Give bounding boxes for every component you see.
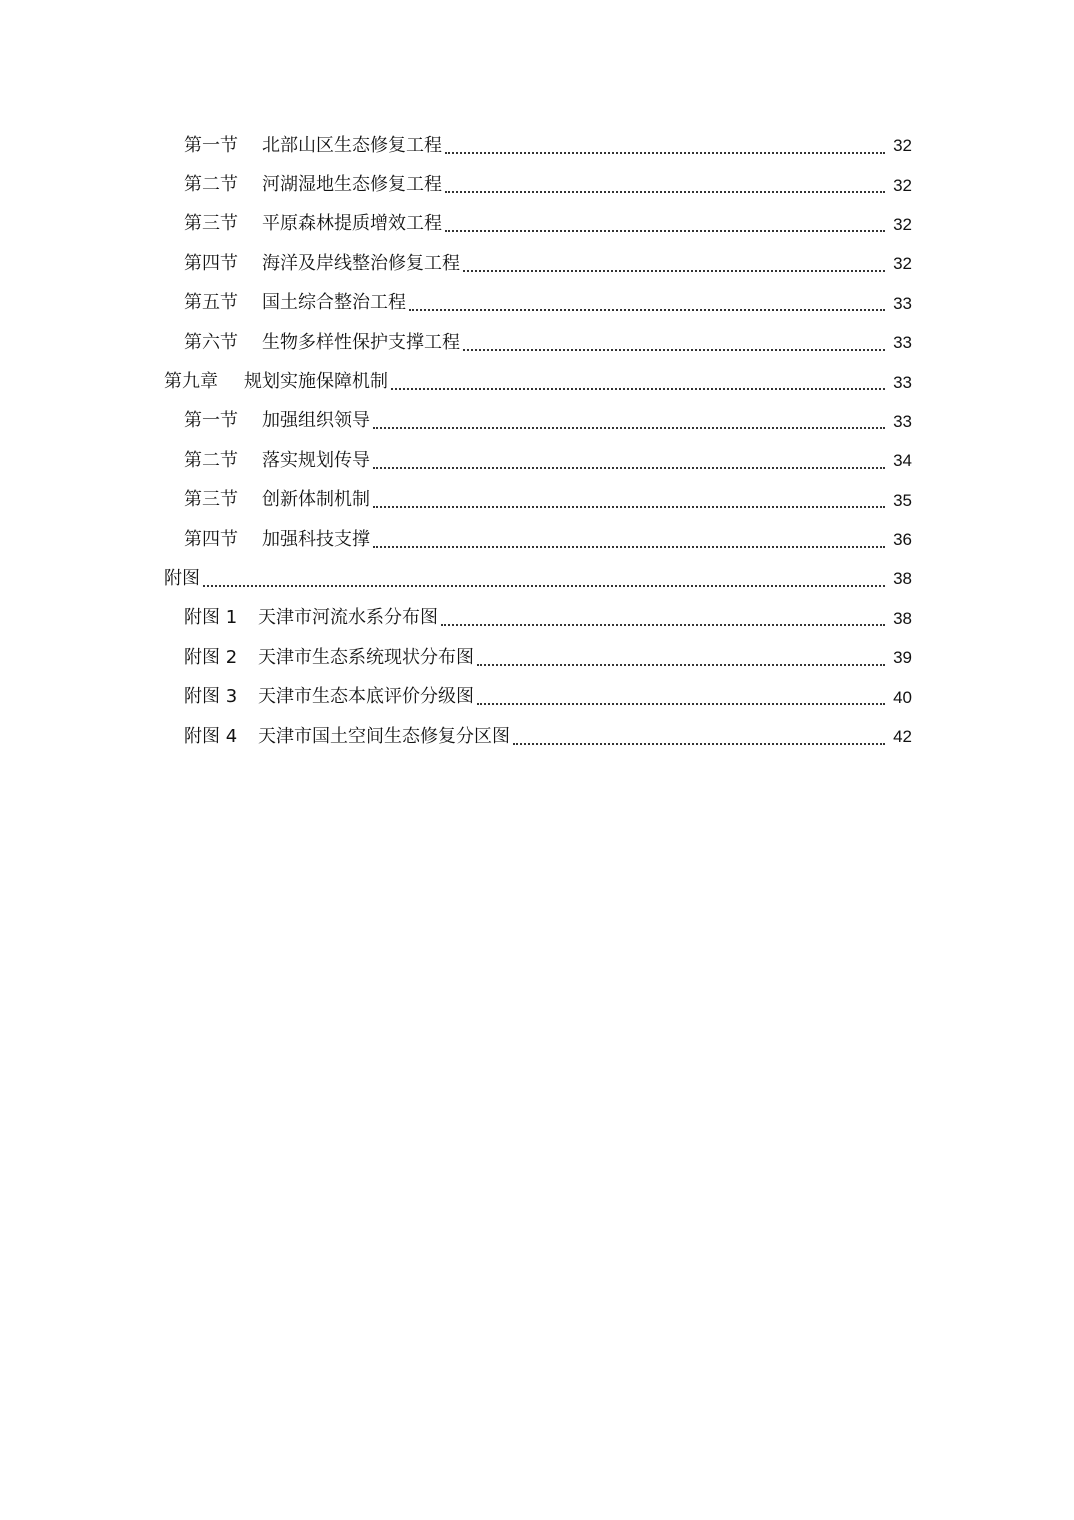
toc-entry-label [164,373,388,391]
toc-entry-label [184,412,370,430]
dot-leader [445,191,885,193]
toc-entry-number: 第三节 [184,489,238,511]
toc-entry-page: 34 [893,451,912,471]
toc-entry-number: 第四节 [184,528,238,550]
toc-entry-title: 平原森林提质增效工程 [262,213,442,235]
toc-chapter-entry[interactable] [0,362,1074,401]
toc-entry-page: 33 [893,372,912,392]
dot-leader [513,743,885,745]
toc-entry-label [184,252,460,274]
toc-entry[interactable] [0,402,1074,441]
dot-leader [445,230,885,232]
toc-entry[interactable] [0,126,1074,165]
dot-leader [409,309,885,311]
table-of-contents [0,126,1074,756]
toc-entry-label [184,215,442,233]
toc-entry-label [164,567,200,589]
toc-entry-number: 第五节 [184,292,238,314]
toc-entry-title: 天津市生态系统现状分布图 [258,646,474,668]
dot-leader [203,585,885,587]
dot-leader [445,152,885,154]
toc-entry[interactable] [0,323,1074,362]
toc-entry-label [184,609,438,627]
toc-entry-page: 40 [893,687,912,707]
toc-entry-page: 32 [893,254,912,274]
toc-entry[interactable] [0,244,1074,283]
toc-entry[interactable] [0,441,1074,480]
toc-entry-label [184,331,460,353]
toc-entry-number: 第二节 [184,449,238,471]
toc-entry-title: 附图 [164,567,200,589]
toc-entry[interactable] [0,165,1074,204]
toc-entry-page: 32 [893,136,912,156]
toc-entry-label [184,491,370,509]
toc-entry-label [184,449,370,471]
toc-entry-number: 第六节 [184,331,238,353]
toc-entry-number: 附图 2 [184,646,238,668]
toc-appendix-entry[interactable] [0,559,1074,598]
toc-entry-page: 39 [893,648,912,668]
toc-entry-page: 33 [893,293,912,313]
toc-entry-number: 第一节 [184,410,238,432]
toc-entry-label [184,528,370,550]
toc-entry-title: 天津市生态本底评价分级图 [258,686,474,708]
dot-leader [373,467,885,469]
toc-entry-page: 33 [893,333,912,353]
dot-leader [463,270,885,272]
toc-figure-entry[interactable] [0,638,1074,677]
dot-leader [477,703,885,705]
toc-entry-title: 创新体制机制 [262,489,370,511]
dot-leader [373,546,885,548]
toc-entry[interactable] [0,481,1074,520]
dot-leader [391,388,885,390]
toc-entry-page: 38 [893,608,912,628]
toc-entry-title: 河湖湿地生态修复工程 [262,174,442,196]
toc-entry-label [184,646,474,668]
toc-entry-title: 海洋及岸线整治修复工程 [262,252,460,274]
toc-figure-entry[interactable] [0,599,1074,638]
toc-entry-number: 附图 3 [184,686,238,708]
toc-entry-number: 第二节 [184,174,238,196]
toc-entry-number: 第四节 [184,252,238,274]
toc-entry-page: 32 [893,175,912,195]
toc-entry-label [184,176,442,194]
toc-entry-title: 天津市河流水系分布图 [258,607,438,629]
toc-entry[interactable] [0,205,1074,244]
toc-entry-title: 落实规划传导 [262,449,370,471]
toc-entry-number: 第三节 [184,213,238,235]
toc-entry-label [184,294,406,312]
toc-entry[interactable] [0,520,1074,559]
toc-entry-page: 33 [893,411,912,431]
toc-entry-page: 42 [893,727,912,747]
toc-entry-page: 36 [893,530,912,550]
toc-entry-title: 北部山区生态修复工程 [262,134,442,156]
toc-entry-label [184,688,474,706]
toc-entry-title: 加强科技支撑 [262,528,370,550]
toc-entry-page: 38 [893,569,912,589]
toc-entry-title: 生物多样性保护支撑工程 [262,331,460,353]
toc-entry-number: 附图 4 [184,725,238,747]
toc-entry-title: 规划实施保障机制 [244,371,388,393]
toc-figure-entry[interactable] [0,677,1074,716]
dot-leader [373,427,885,429]
dot-leader [463,349,885,351]
toc-entry-label [184,134,442,156]
toc-entry[interactable] [0,284,1074,323]
dot-leader [441,624,885,626]
toc-entry-number: 第一节 [184,134,238,156]
toc-entry-page: 35 [893,490,912,510]
toc-entry-title: 加强组织领导 [262,410,370,432]
toc-figure-entry[interactable] [0,717,1074,756]
toc-entry-title: 国土综合整治工程 [262,292,406,314]
toc-entry-number: 第九章 [164,371,218,393]
toc-entry-number: 附图 1 [184,607,238,629]
dot-leader [373,506,885,508]
toc-entry-title: 天津市国土空间生态修复分区图 [258,725,510,747]
toc-entry-page: 32 [893,214,912,234]
dot-leader [477,664,885,666]
toc-entry-label [184,725,510,747]
